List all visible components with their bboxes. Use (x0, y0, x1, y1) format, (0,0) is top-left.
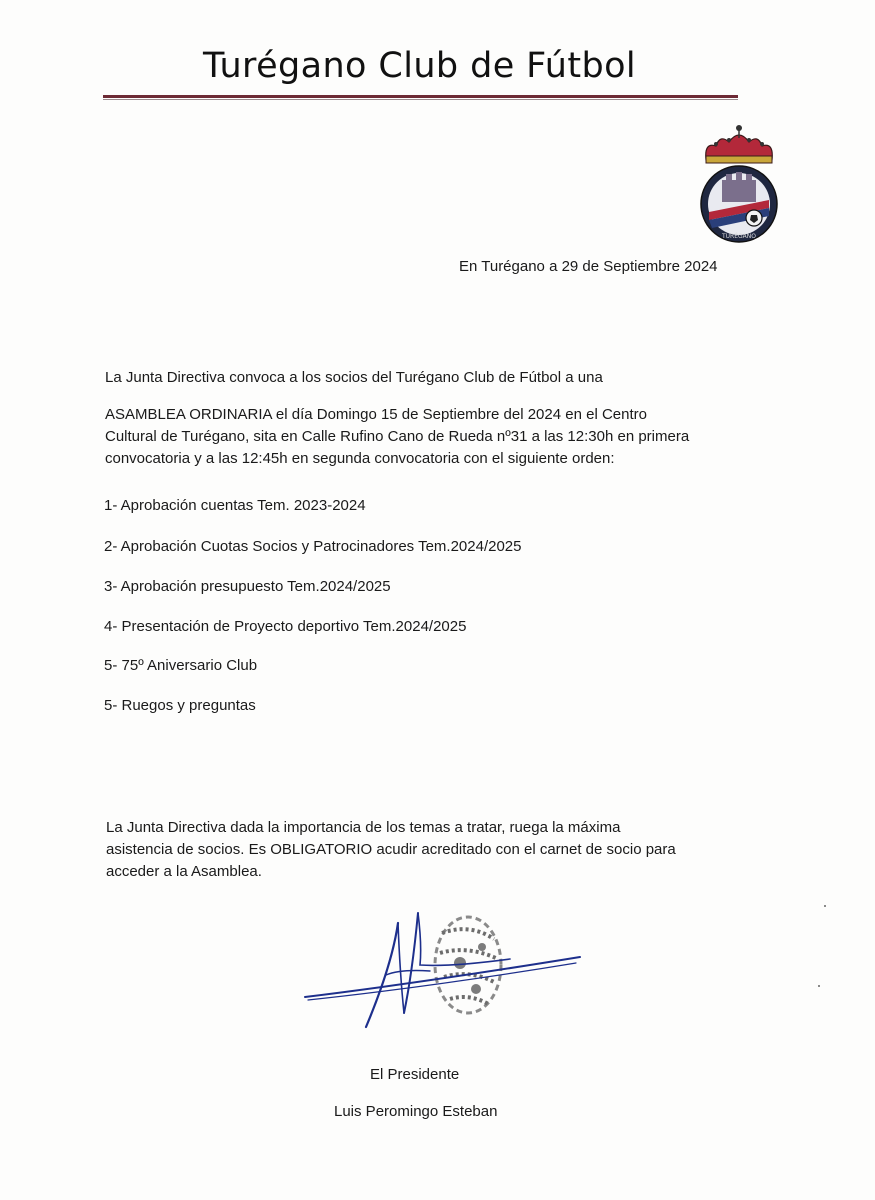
scan-speck (818, 985, 820, 987)
title-underline-shadow (103, 99, 738, 100)
intro-paragraph: La Junta Directiva convoca a los socios del Turégano Club de Fútbol a una (105, 369, 603, 386)
scan-speck (824, 905, 826, 907)
closing-line: asistencia de socios. Es OBLIGATORIO acudir acreditado con el carnet de socio para (106, 841, 676, 858)
agenda-item: 5- 75º Aniversario Club (104, 657, 258, 674)
agenda-item: 3- Aprobación presupuesto Tem.2024/2025 (104, 578, 391, 595)
date-line: En Turégano a 29 de Septiembre 2024 (459, 258, 718, 275)
assembly-line: Cultural de Turégano, sita en Calle Rufino Cano de Rueda nº31 a las 12:30h en primera (105, 428, 690, 445)
assembly-paragraph (105, 404, 689, 470)
signature-role: El Presidente (370, 1066, 460, 1083)
president-signature-icon (305, 913, 580, 1027)
signature-name: Luis Peromingo Esteban (334, 1103, 498, 1120)
svg-text:TURÉGANO: TURÉGANO (722, 233, 756, 240)
agenda-item: 2- Aprobación Cuotas Socios y Patrocinadores Tem.2024/2025 (104, 538, 522, 555)
title-underline (103, 95, 738, 98)
agenda-item: 5- Ruegos y preguntas (104, 697, 256, 714)
agenda-item: 4- Presentación de Proyecto deportivo Tem.2024/2025 (104, 618, 467, 635)
signature-and-stamp (300, 905, 590, 1035)
club-crest-logo (696, 120, 782, 245)
closing-line: La Junta Directiva dada la importancia de los temas a tratar, ruega la máxima (106, 819, 621, 836)
agenda-item: 1- Aprobación cuentas Tem. 2023-2024 (104, 497, 366, 514)
closing-paragraph (106, 817, 676, 883)
assembly-line: convocatoria y a las 12:45h en segunda convocatoria con el siguiente orden: (105, 450, 615, 467)
closing-line: acceder a la Asamblea. (106, 863, 262, 880)
club-title: Turégano Club de Fútbol (203, 46, 637, 86)
crown-icon (706, 125, 773, 163)
assembly-line: ASAMBLEA ORDINARIA el día Domingo 15 de Septiembre del 2024 en el Centro (105, 406, 647, 423)
